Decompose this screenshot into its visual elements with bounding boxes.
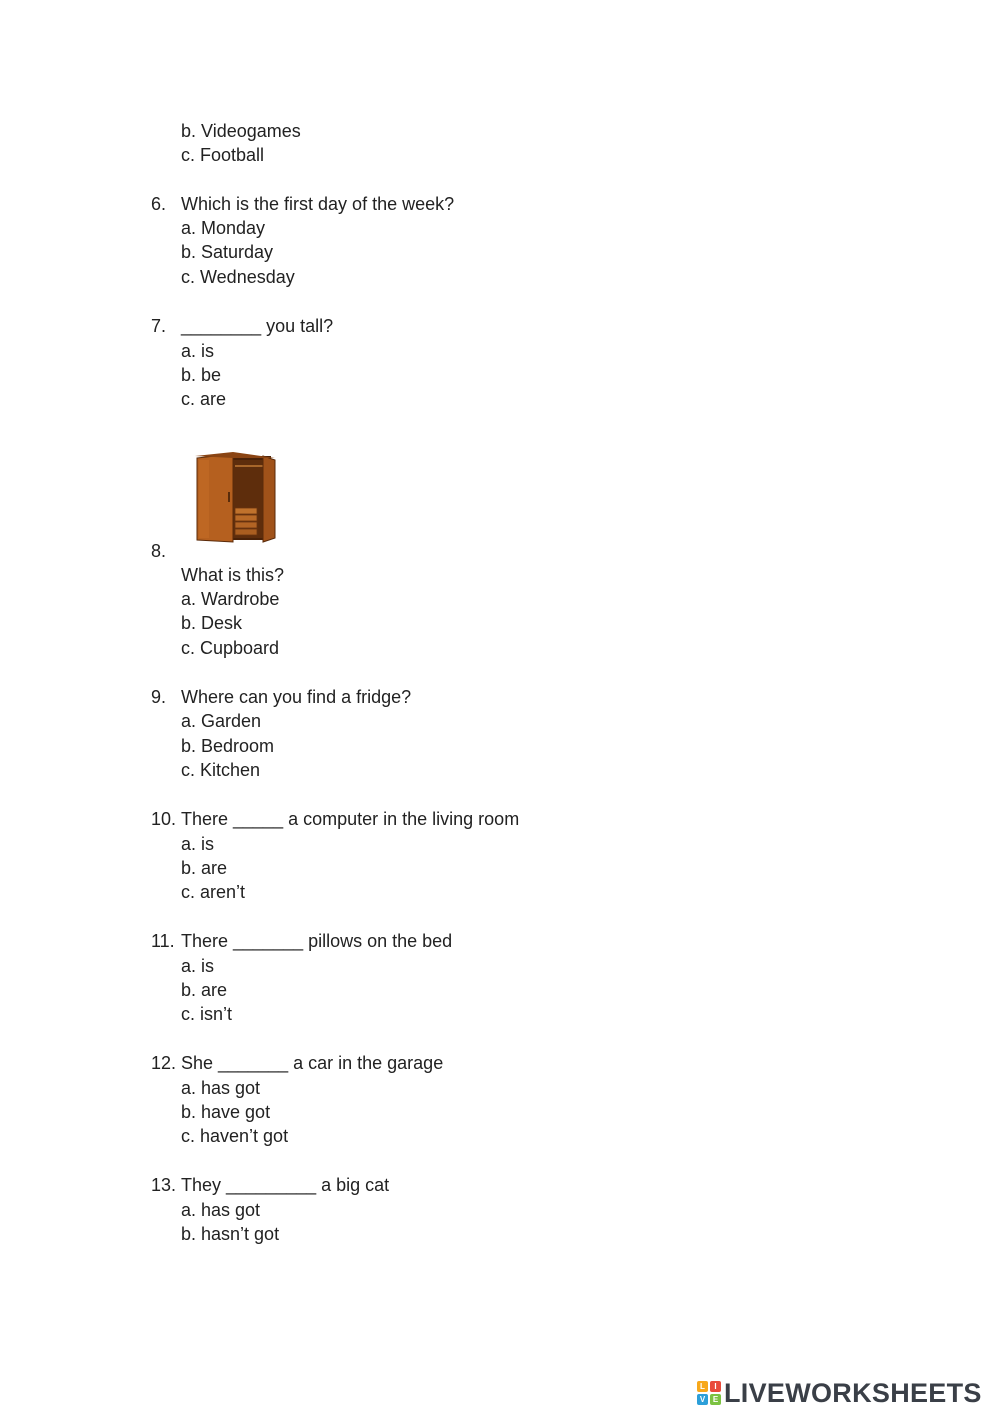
q8-number: 8. <box>151 541 167 561</box>
q8-option-a[interactable]: a. Wardrobe <box>181 589 280 609</box>
logo-letter-i: I <box>710 1381 721 1392</box>
logo-grid-icon <box>697 1381 721 1405</box>
q6-number: 6. <box>151 194 167 214</box>
q6-question: Which is the first day of the week? <box>181 194 455 214</box>
q7-option-b[interactable]: b. be <box>181 365 222 385</box>
q13-option-a[interactable]: a. has got <box>181 1200 261 1220</box>
q11-option-c[interactable]: c. isn’t <box>181 1004 233 1024</box>
q12-question: She _______ a car in the garage <box>181 1053 444 1073</box>
q13-question: They _________ a big cat <box>181 1175 390 1195</box>
q7-question: ________ you tall? <box>181 316 334 336</box>
q12-option-a[interactable]: a. has got <box>181 1078 261 1098</box>
q10-question: There _____ a computer in the living room <box>181 809 520 829</box>
q10-option-b[interactable]: b. are <box>181 858 228 878</box>
wardrobe-image <box>193 452 277 544</box>
q11-question: There _______ pillows on the bed <box>181 931 453 951</box>
q6-option-a[interactable]: a. Monday <box>181 218 266 238</box>
q11-number: 11. <box>151 931 175 951</box>
q12-number: 12. <box>151 1053 177 1073</box>
q7-option-c[interactable]: c. are <box>181 389 227 409</box>
q11-option-b[interactable]: b. are <box>181 980 228 1000</box>
q8-option-b[interactable]: b. Desk <box>181 613 243 633</box>
logo-text: LIVEWORKSHEETS <box>724 1377 982 1408</box>
q13-option-b[interactable]: b. hasn’t got <box>181 1224 280 1244</box>
q10-option-c[interactable]: c. aren’t <box>181 882 246 902</box>
q8-question: What is this? <box>181 565 285 585</box>
q12-option-c[interactable]: c. haven’t got <box>181 1126 289 1146</box>
q5-option-b[interactable]: b. Videogames <box>181 121 301 141</box>
q10-number: 10. <box>151 809 177 829</box>
logo-letter-e: E <box>710 1394 721 1405</box>
q9-option-b[interactable]: b. Bedroom <box>181 736 275 756</box>
q8-option-c[interactable]: c. Cupboard <box>181 638 280 658</box>
q7-number: 7. <box>151 316 167 336</box>
q7-option-a[interactable]: a. is <box>181 341 215 361</box>
q6-option-c[interactable]: c. Wednesday <box>181 267 295 287</box>
q9-option-a[interactable]: a. Garden <box>181 711 262 731</box>
q5-option-c[interactable]: c. Football <box>181 145 265 165</box>
logo-letter-v: V <box>697 1394 708 1405</box>
q9-option-c[interactable]: c. Kitchen <box>181 760 261 780</box>
q11-option-a[interactable]: a. is <box>181 956 215 976</box>
q10-option-a[interactable]: a. is <box>181 834 215 854</box>
q9-number: 9. <box>151 687 167 707</box>
q6-option-b[interactable]: b. Saturday <box>181 242 274 262</box>
logo-letter-l: L <box>697 1381 708 1392</box>
q13-number: 13. <box>151 1175 177 1195</box>
q12-option-b[interactable]: b. have got <box>181 1102 271 1122</box>
q9-question: Where can you find a fridge? <box>181 687 412 707</box>
liveworksheets-logo[interactable] <box>697 1378 982 1408</box>
